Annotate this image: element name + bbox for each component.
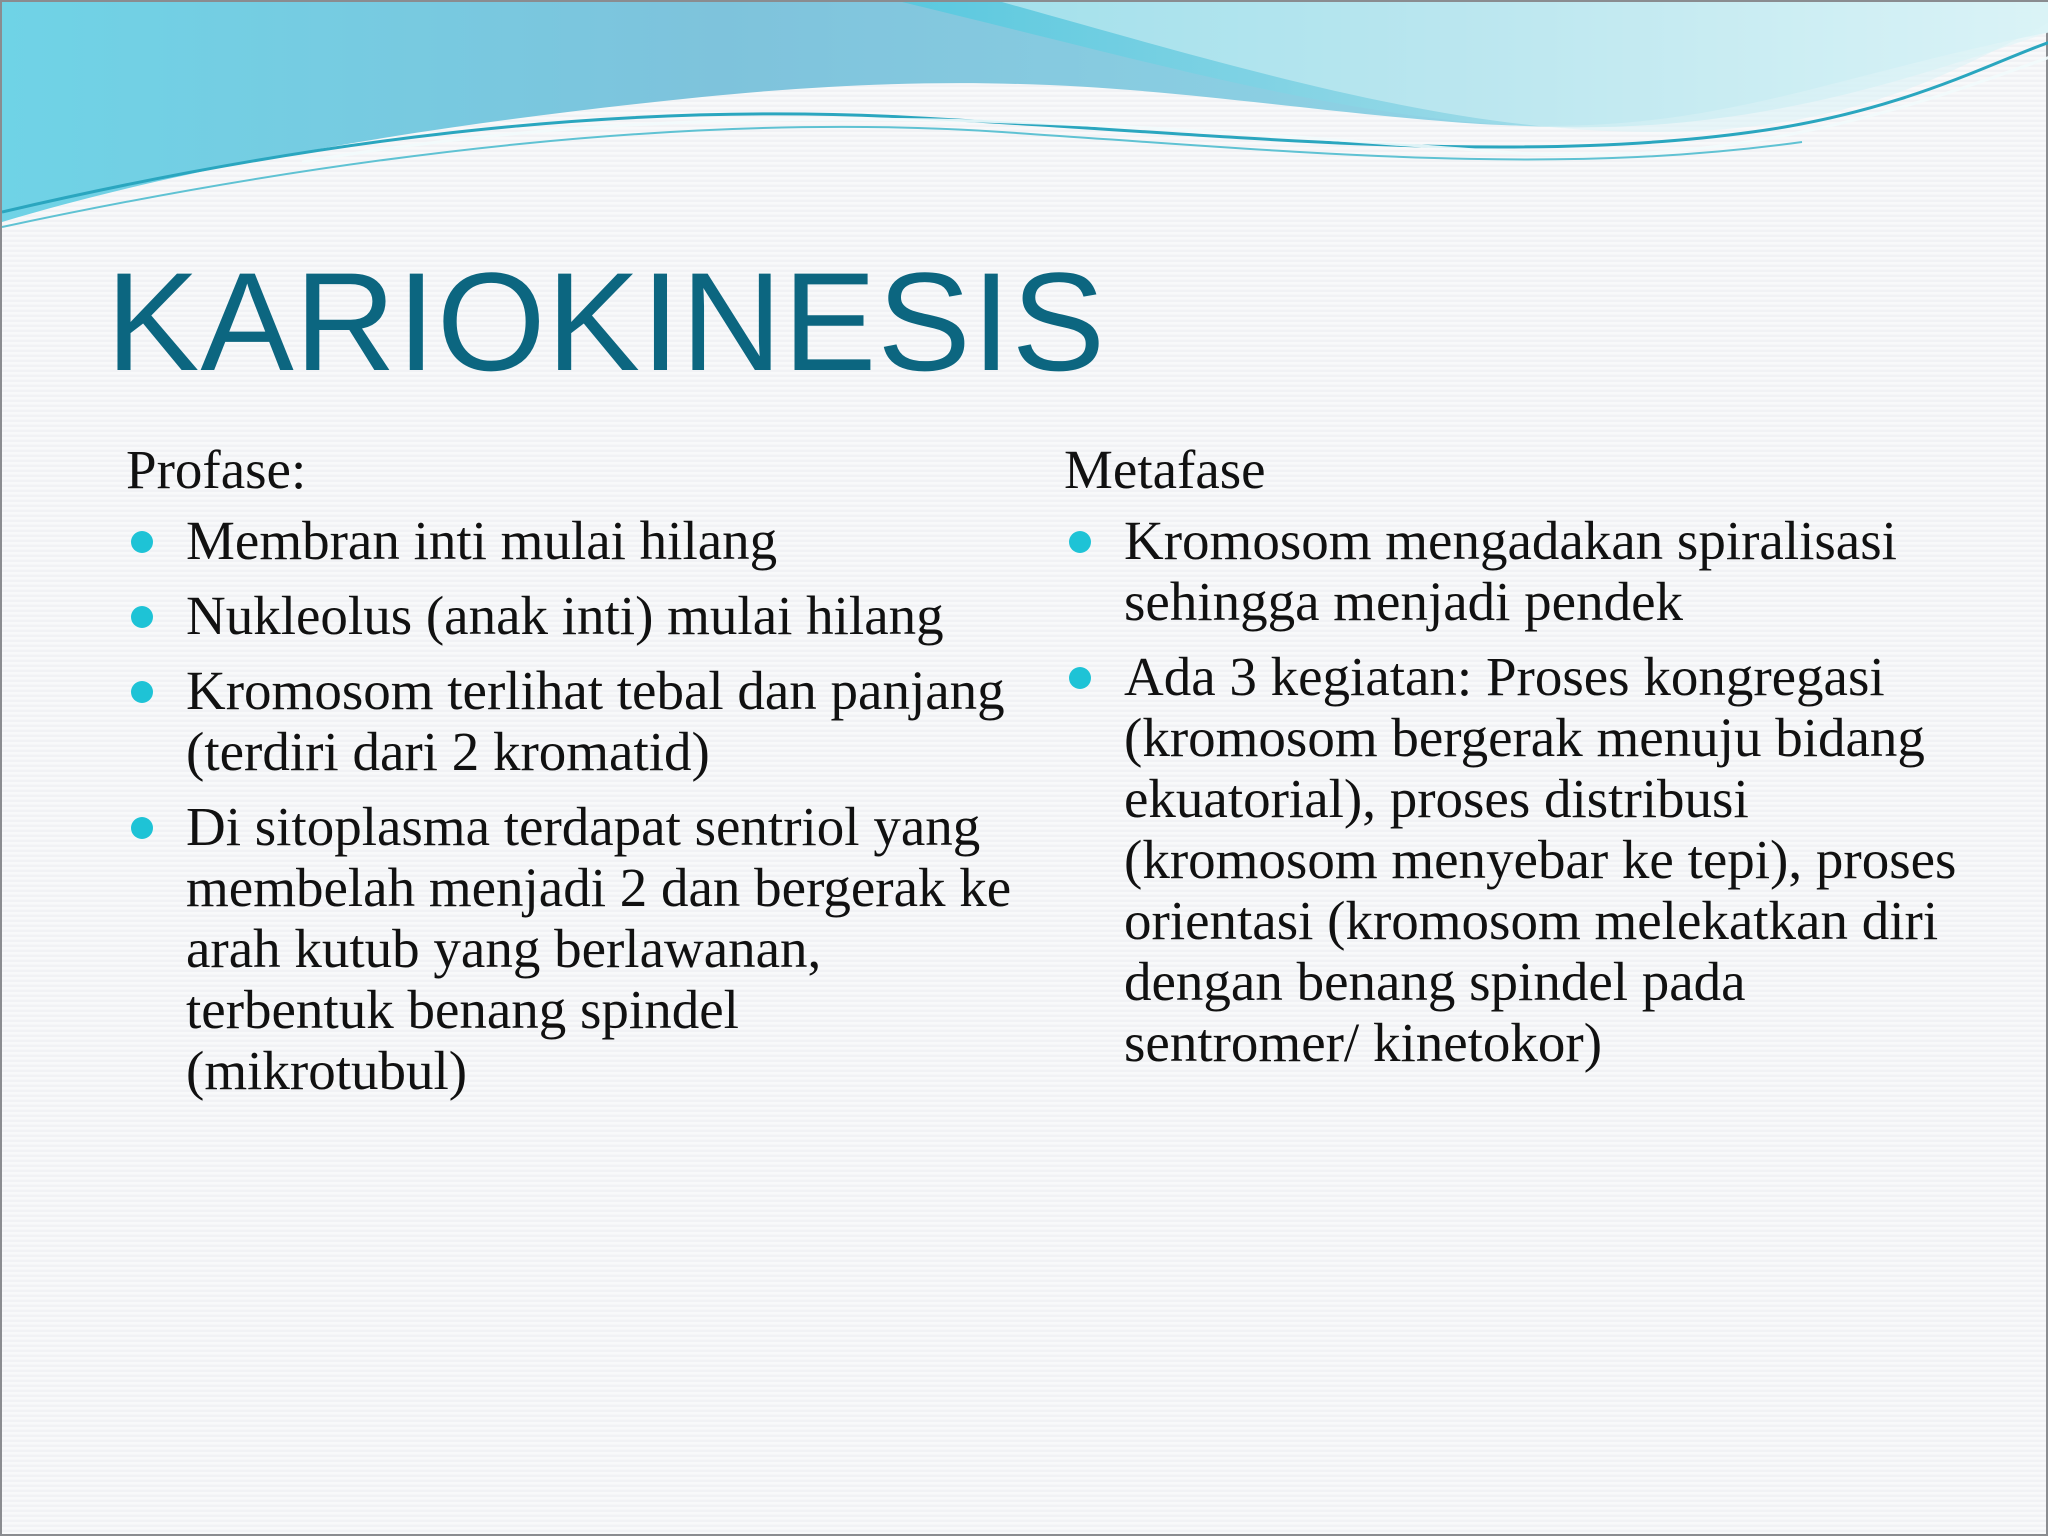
list-item	[126, 796, 1026, 1101]
bullet-text: Kromosom terlihat tebal dan panjang (terdiri dari 2 kromatid)	[186, 660, 1005, 782]
bullet-text: Ada 3 kegiatan: Proses kongregasi (kromosom bergerak menuju bidang ekuatorial), proses distribusi (kromosom menyebar ke tepi), proses orientasi (kromosom melekatkan diri dengan benang spindel pada sentromer/ kinetokor)	[1124, 646, 1957, 1073]
bullet-dot-icon	[131, 531, 153, 553]
list-item	[126, 585, 1026, 646]
list-item	[1064, 646, 1964, 1073]
bullet-dot-icon	[1069, 667, 1091, 689]
right-column	[1064, 438, 1964, 1087]
bullet-dot-icon	[131, 681, 153, 703]
list-item	[126, 510, 1026, 571]
left-bullet-list	[126, 510, 1026, 1101]
right-bullet-list	[1064, 510, 1964, 1073]
bullet-text: Kromosom mengadakan spiralisasi sehingga menjadi pendek	[1124, 510, 1897, 632]
right-column-heading: Metafase	[1064, 439, 1266, 500]
bullet-dot-icon	[1069, 531, 1091, 553]
bullet-dot-icon	[131, 817, 153, 839]
bullet-dot-icon	[131, 606, 153, 628]
header-wave-decoration	[2, 2, 2048, 242]
slide-title: KARIOKINESIS	[106, 243, 1107, 400]
left-column-heading: Profase:	[126, 439, 307, 500]
bullet-text: Nukleolus (anak inti) mulai hilang	[186, 585, 944, 646]
list-item	[126, 660, 1026, 782]
bullet-text: Di sitoplasma terdapat sentriol yang membelah menjadi 2 dan bergerak ke arah kutub yang berlawanan, terbentuk benang spindel (mikrotubul)	[186, 796, 1012, 1101]
list-item	[1064, 510, 1964, 632]
bullet-text: Membran inti mulai hilang	[186, 510, 778, 571]
left-column	[126, 438, 1026, 1115]
